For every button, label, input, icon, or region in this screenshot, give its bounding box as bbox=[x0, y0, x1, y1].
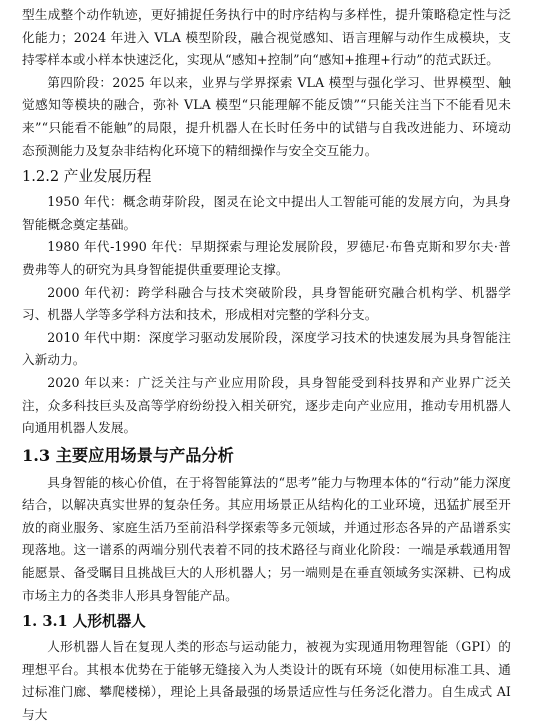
heading-humanoid-robot: 1. 3.1 人形机器人 bbox=[22, 613, 146, 631]
paragraph-vla-stage: 型生成整个动作轨迹，更好捕捉任务执行中的时序结构与多样性，提升策略稳定性与泛化能力；2024 年进入 VLA 模型阶段，融合视觉感知、语言理解与动作生成模块，支持零样本或小样本快速泛化，实现从“感知+控制”向“感知+推理+行动”的范式跃迁。 bbox=[22, 7, 511, 68]
history-item-2000s: 2000 年代初：跨学科融合与技术突破阶段，具身智能研究融合机构学、机器学习、机器人学等多学科方法和技术，形成相对完整的学科分支。 bbox=[22, 284, 511, 323]
history-item-1950s: 1950 年代：概念萌芽阶段，图灵在论文中提出人工智能可能的发展方向，为具身智能概念奠定基础。 bbox=[22, 194, 511, 232]
history-item-1980s: 1980 年代-1990 年代：早期探索与理论发展阶段，罗德尼·布鲁克斯和罗尔夫·普费弗等人的研究为具身智能提供重要理论支撑。 bbox=[22, 239, 511, 277]
paragraph-humanoid-robot: 人形机器人旨在复现人类的形态与运动能力，被视为实现通用物理智能（GPI）的理想平台。其根本优势在于能够无缝接入为人类设计的既有环境（如使用标准工具、通过标准门廊、攀爬楼梯），理论上具备最强的场景适应性与任务泛化潜力。自生成式 AI 与大 bbox=[22, 639, 511, 723]
paragraph-stage-four: 第四阶段：2025 年以来，业界与学界探索 VLA 模型与强化学习、世界模型、触觉感知等模块的融合，弥补 VLA 模型“只能理解不能反馈”“只能关注当下不能看见未来”“只能看不能触”的局限，提升机器人在长时任务中的试错与自我改进能力、环境动态预测能力及复杂非结构化环境下的精细操作与安全交互能力。 bbox=[22, 74, 511, 158]
heading-application-scenarios: 1.3 主要应用场景与产品分析 bbox=[22, 445, 234, 465]
paragraph-application-scenarios: 具身智能的核心价值，在于将智能算法的“思考”能力与物理本体的“行动”能力深度结合，以解决真实世界的复杂任务。其应用场景正从结构化的工业环境，迅猛扩展至开放的商业服务、家庭生活乃至前沿科学探索等多元领域，并通过形态各异的产品谱系实现落地。这一谱系的两端分别代表着不同的技术路径与商业化阶段：一端是承载通用智能愿景、备受瞩目且挑战巨大的人形机器人；另一端则是在垂直领域务实深耕、已构成市场主力的各类非人形具身智能产品。 bbox=[22, 474, 511, 603]
history-item-2020s: 2020 年以来：广泛关注与产业应用阶段，具身智能受到科技界和产业界广泛关注，众多科技巨头及高等学府纷纷投入相关研究，逐步走向产业应用，推动专用机器人向通用机器人发展。 bbox=[22, 374, 511, 436]
history-item-2010s: 2010 年代中期：深度学习驱动发展阶段，深度学习技术的快速发展为具身智能注入新动力。 bbox=[22, 329, 511, 368]
heading-industry-history: 1.2.2 产业发展历程 bbox=[22, 168, 152, 186]
